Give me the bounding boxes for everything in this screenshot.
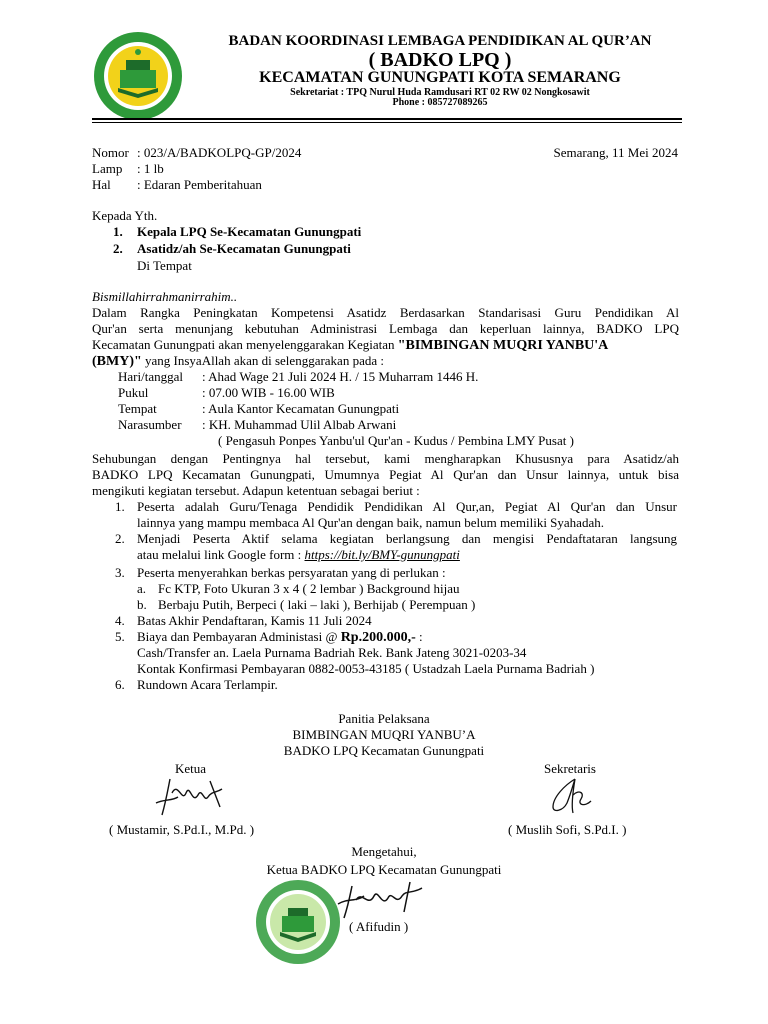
event-name-a: "BIMBINGAN MUQRI YANBU'A xyxy=(397,338,609,353)
rule2-line2-text: atau melalui link Google form : xyxy=(137,547,305,562)
paragraph1-line1: Dalam Rangka Peningkatan Kompetensi Asatidz Berdasarkan Standarisasi Guru Pendidikan Al xyxy=(92,305,679,320)
rule1-line1: Peserta adalah Guru/Tenaga Pendidik Pendidikan Al Qur,an, Pegiat Al Qur'an dan Unsur xyxy=(137,499,677,514)
header-divider-thick xyxy=(92,118,682,120)
greeting: Kepada Yth. xyxy=(92,208,158,223)
header-divider-thin xyxy=(92,122,682,123)
org-name-line2: ( BADKO LPQ ) xyxy=(368,49,512,71)
nomor-value: : 023/A/BADKOLPQ-GP/2024 xyxy=(137,145,302,160)
left-signatory-name: ( Mustamir, S.Pd.I., M.Pd. ) xyxy=(109,822,255,837)
acknowledgement: Mengetahui, xyxy=(351,844,417,859)
rule-number-3: 3. xyxy=(115,565,125,580)
left-role: Ketua xyxy=(175,761,207,776)
opening-salutation: Bismillahirrahmanirrahim.. xyxy=(92,289,238,304)
paragraph1-line2: Qur'an serta menunjang kebutuhan Administrasi Lembaga dan keperluan lainnya, BADKO LPQ xyxy=(92,321,679,336)
rule-number-2: 2. xyxy=(115,531,125,546)
place-date: Semarang, 11 Mei 2024 xyxy=(553,145,678,160)
committee-line2: BIMBINGAN MUQRI YANBU’A xyxy=(292,727,476,742)
lamp-value: : 1 lb xyxy=(137,161,164,176)
rule3-sub-a-text: Fc KTP, Foto Ukuran 3 x 4 ( 2 lembar ) Background hijau xyxy=(158,581,460,596)
rule5-line2: Cash/Transfer an. Laela Purnama Badriah Rek. Bank Jateng 3021-0203-34 xyxy=(137,645,527,660)
hal-value: : Edaran Pemberitahuan xyxy=(137,177,262,192)
rule5-line3: Kontak Konfirmasi Pembayaran 0882-0053-43185 ( Ustadzah Laela Purnama Badriah ) xyxy=(137,661,595,676)
committee-line1: Panitia Pelaksana xyxy=(338,711,430,726)
recipient-number-1: 1. xyxy=(113,224,123,239)
rule6-text: Rundown Acara Terlampir. xyxy=(137,677,278,692)
org-name-line3: KECAMATAN GUNUNGPATI KOTA SEMARANG xyxy=(259,69,621,86)
ketua-signature xyxy=(150,773,230,821)
google-form-link[interactable]: https://bit.ly/BMY-gunungpati xyxy=(304,547,460,562)
rule1-line2: lainnya yang mampu membaca Al Qur'an dengan baik, namun belum memiliki Syahadah. xyxy=(137,515,604,530)
rule2-line2 xyxy=(137,546,460,564)
detail-label-place: Tempat xyxy=(118,401,157,416)
recipient-item-1: Kepala LPQ Se-Kecamatan Gunungpati xyxy=(137,224,362,239)
committee-line3: BADKO LPQ Kecamatan Gunungpati xyxy=(283,743,485,758)
ketua-badko-signature xyxy=(330,878,430,922)
recipient-item-2: Asatidz/ah Se-Kecamatan Gunungpati xyxy=(137,241,351,256)
detail-label-time: Pukul xyxy=(118,385,149,400)
detail-value-speaker: : KH. Muhammad Ulil Albab Arwani xyxy=(202,417,397,432)
detail-value-time: : 07.00 WIB - 16.00 WIB xyxy=(202,385,335,400)
secretariat-address: Sekretariat : TPQ Nurul Huda Ramdusari RT 02 RW 02 Nongkosawit xyxy=(290,87,590,98)
paragraph2-line2: BADKO LPQ Kecamatan Gunungpati, Umumnya Pegiat Al Qur'an dan Unsur lainnya, untuk bisa xyxy=(92,467,679,482)
paragraph1-tail: yang InsyaAllah akan di selenggarakan pada : xyxy=(141,353,384,368)
detail-label-date: Hari/tanggal xyxy=(118,369,183,384)
detail-label-speaker: Narasumber xyxy=(118,417,182,432)
ack-signatory-name: ( Afifudin ) xyxy=(349,919,409,934)
phone-number: Phone : 085727089265 xyxy=(392,97,488,108)
right-role: Sekretaris xyxy=(544,761,596,776)
right-signatory-name: ( Muslih Sofi, S.Pd.I. ) xyxy=(508,822,627,837)
lamp-label: Lamp xyxy=(92,161,123,176)
badko-logo xyxy=(90,30,186,122)
rule5-text-a: Biaya dan Pembayaran Administasi @ xyxy=(137,629,341,644)
paragraph2-line1: Sehubungan dengan Pentingnya hal tersebut, kami mengharapkan Khususnya para Asatidz/ah xyxy=(92,451,679,466)
nomor-label: Nomor xyxy=(92,145,129,160)
speaker-note: ( Pengasuh Ponpes Yanbu'ul Qur'an - Kudus / Pembina LMY Pusat ) xyxy=(218,433,574,448)
rule3-sub-a-mark: a. xyxy=(137,581,147,596)
recipient-place: Di Tempat xyxy=(137,258,192,273)
acknowledgement-role: Ketua BADKO LPQ Kecamatan Gunungpati xyxy=(266,862,502,877)
detail-value-place: : Aula Kantor Kecamatan Gunungpati xyxy=(202,401,400,416)
rule-number-6: 6. xyxy=(115,677,125,692)
rule-number-4: 4. xyxy=(115,613,125,628)
rule3-sub-b-text: Berbaju Putih, Berpeci ( laki – laki ), Berhijab ( Perempuan ) xyxy=(158,597,476,612)
recipient-number-2: 2. xyxy=(113,241,123,256)
paragraph1-line3-text: Kecamatan Gunungpati akan menyelenggarakan Kegiatan xyxy=(92,337,398,352)
rule5-text-b: : xyxy=(415,629,423,644)
org-name-line1: BADAN KOORDINASI LEMBAGA PENDIDIKAN AL QUR’AN xyxy=(228,33,652,49)
event-name-b: (BMY)" xyxy=(92,354,142,369)
rule-number-5: 5. xyxy=(115,629,125,644)
detail-value-date: : Ahad Wage 21 Juli 2024 H. / 15 Muharram 1446 H. xyxy=(202,369,479,384)
rule3-sub-b-mark: b. xyxy=(137,597,147,612)
paragraph2-line3: mengikuti kegiatan tersebut. Adapun ketentuan sebagai beriut : xyxy=(92,483,420,498)
sekretaris-signature xyxy=(545,775,595,817)
hal-label: Hal xyxy=(92,177,111,192)
fee-amount: Rp.200.000,- xyxy=(340,630,416,645)
rule-number-1: 1. xyxy=(115,499,125,514)
rule4-text: Batas Akhir Pendaftaran, Kamis 11 Juli 2024 xyxy=(137,613,372,628)
rule3-text: Peserta menyerahkan berkas persyaratan yang di perlukan : xyxy=(137,565,446,580)
rule2-line1: Menjadi Peserta Aktif selama kegiatan berlangsung dan mengisi Pendaftataran langsung xyxy=(137,531,677,546)
